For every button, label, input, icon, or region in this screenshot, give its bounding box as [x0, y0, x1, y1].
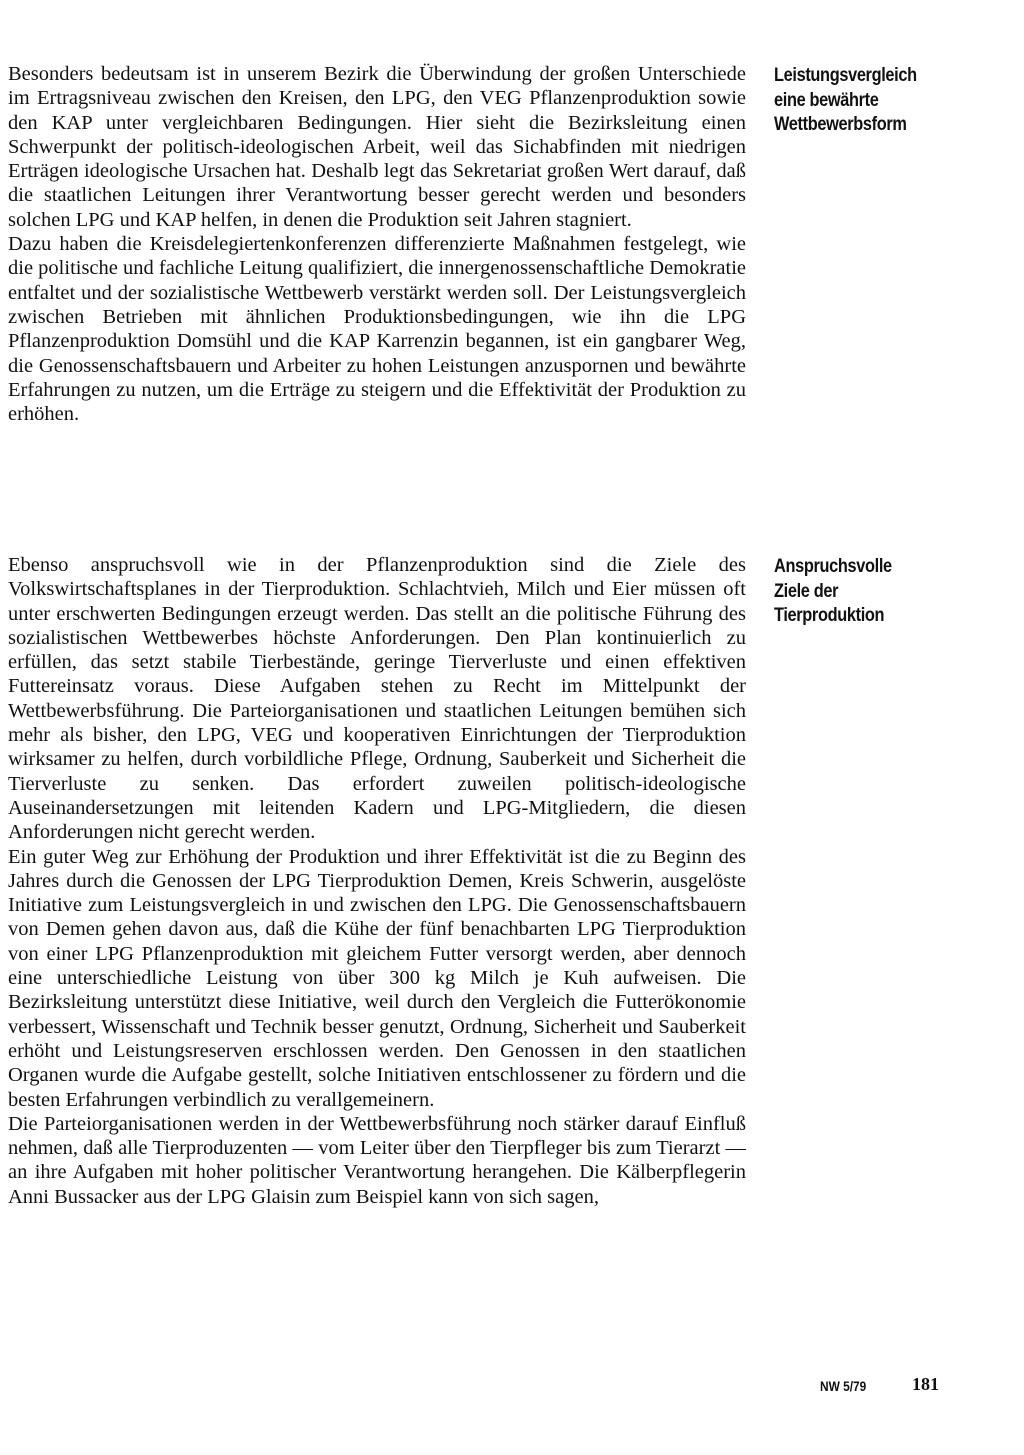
article-section-1 [8, 62, 746, 426]
journal-issue-label: NW 5/79 [820, 1378, 867, 1394]
heading-line: Leistungsvergleich [774, 65, 917, 86]
body-paragraph: Dazu haben die Kreisdelegiertenkonferenzen differenzierte Maßnahmen festgelegt, wie die politische und fachliche Leitung qualifiziert, die innergenossenschaftliche Demokratie entfaltet und der sozialistische Wettbewerb verstärkt werden soll. Der Leistungsvergleich zwischen Betrieben mit ähnlichen Produktionsbedingungen, wie ihn die LPG Pflanzenproduktion Domsühl und die KAP Karrenzin begannen, ist ein gangbarer Weg, die Genossenschaftsbauern und Arbeiter zu hohen Leistungen anzuspornen und bewährte Erfahrungen zu nutzen, um die Erträge zu steigern und die Effektivität der Produktion zu erhöhen. [8, 233, 746, 426]
body-paragraph: Die Parteiorganisationen werden in der Wettbewerbsführung noch stärker darauf Einfluß nehmen, daß alle Tierproduzenten — vom Leiter über den Tierpfleger bis zum Tierarzt — an ihre Aufgaben mit hoher politischer Verantwortung herangehen. Die Kälberpflegerin Anni Bussacker aus der LPG Glaisin zum Beispiel kann von sich sagen, [8, 1112, 746, 1208]
body-paragraph: Ebenso anspruchsvoll wie in der Pflanzenproduktion sind die Ziele des Volkswirtschaftsplanes in der Tierproduktion. Schlachtvieh, Milch und Eier müssen oft unter erschwerten Bedingungen erzeugt werden. Das stellt an die politische Führung des sozialistischen Wettbewerbes höchste Anforderungen. Den Plan kontinuierlich zu erfüllen, das setzt stabile Tierbestände, geringe Tierverluste und einen effektiven Futtereinsatz voraus. Diese Aufgaben stehen zu Recht im Mittelpunkt der Wettbewerbsführung. Die Parteiorganisationen und staatlichen Leitungen bemühen sich mehr als bisher, den LPG, VEG und kooperativen Einrichtungen der Tierproduktion wirksamer zu helfen, durch vorbildliche Pflege, Ordnung, Sauberkeit und Sicherheit die Tierverluste zu senken. Das erfordert zuweilen politisch-ideologische Auseinandersetzungen mit leitenden Kadern und LPG-Mitgliedern, die diesen Anforderungen nicht gerecht werden. [8, 554, 746, 844]
body-paragraph: Besonders bedeutsam ist in unserem Bezirk die Überwindung der großen Unterschiede im Ertragsniveau zwischen den Kreisen, den LPG, den VEG Pflanzenproduktion sowie den KAP unter vergleichbaren Bedingungen. Hier sieht die Bezirksleitung einen Schwerpunkt der politisch-ideologischen Arbeit, weil das Sichabfinden mit niedrigen Erträgen ideologische Ursachen hat. Deshalb legt das Sekretariat großen Wert darauf, daß die staatlichen Leitungen ihrer Verantwortung besser gerecht werden und besonders solchen LPG und KAP helfen, in denen die Produktion seit Jahren stagniert. [8, 63, 746, 231]
article-section-2 [8, 553, 746, 1209]
marginal-heading-2 [774, 555, 980, 629]
marginal-heading-1 [774, 64, 980, 138]
heading-line: Tierproduktion [774, 605, 885, 626]
page-number: 181 [912, 1374, 939, 1394]
heading-line: Anspruchsvolle [774, 556, 892, 577]
heading-line: Wettbewerbsform [774, 114, 907, 135]
body-paragraph: Ein guter Weg zur Erhöhung der Produktion und ihrer Effektivität ist die zu Beginn des Jahres durch die Genossen der LPG Tierproduktion Demen, Kreis Schwerin, ausgelöste Initiative zum Leistungsvergleich in und zwischen den LPG. Die Genossenschaftsbauern von Demen gehen davon aus, daß die Kühe der fünf benachbarten LPG Tierproduktion von einer LPG Pflanzenproduktion mit gleichem Futter versorgt werden, aber dennoch eine unterschiedliche Leistung von über 300 kg Milch je Kuh aufweisen. Die Bezirksleitung unterstützt diese Initiative, weil durch den Vergleich die Futterökonomie verbessert, Wissenschaft und Technik besser genutzt, Ordnung, Sicherheit und Sauberkeit erhöht und Leistungsreserven erschlossen werden. Den Genossen in den staatlichen Organen wurde die Aufgabe gestellt, solche Initiativen entschlossener zu fördern und die besten Erfahrungen verbindlich zu verallgemeinern. [8, 845, 746, 1111]
heading-line: eine bewährte [774, 89, 879, 111]
heading-line: Ziele der [774, 580, 839, 602]
